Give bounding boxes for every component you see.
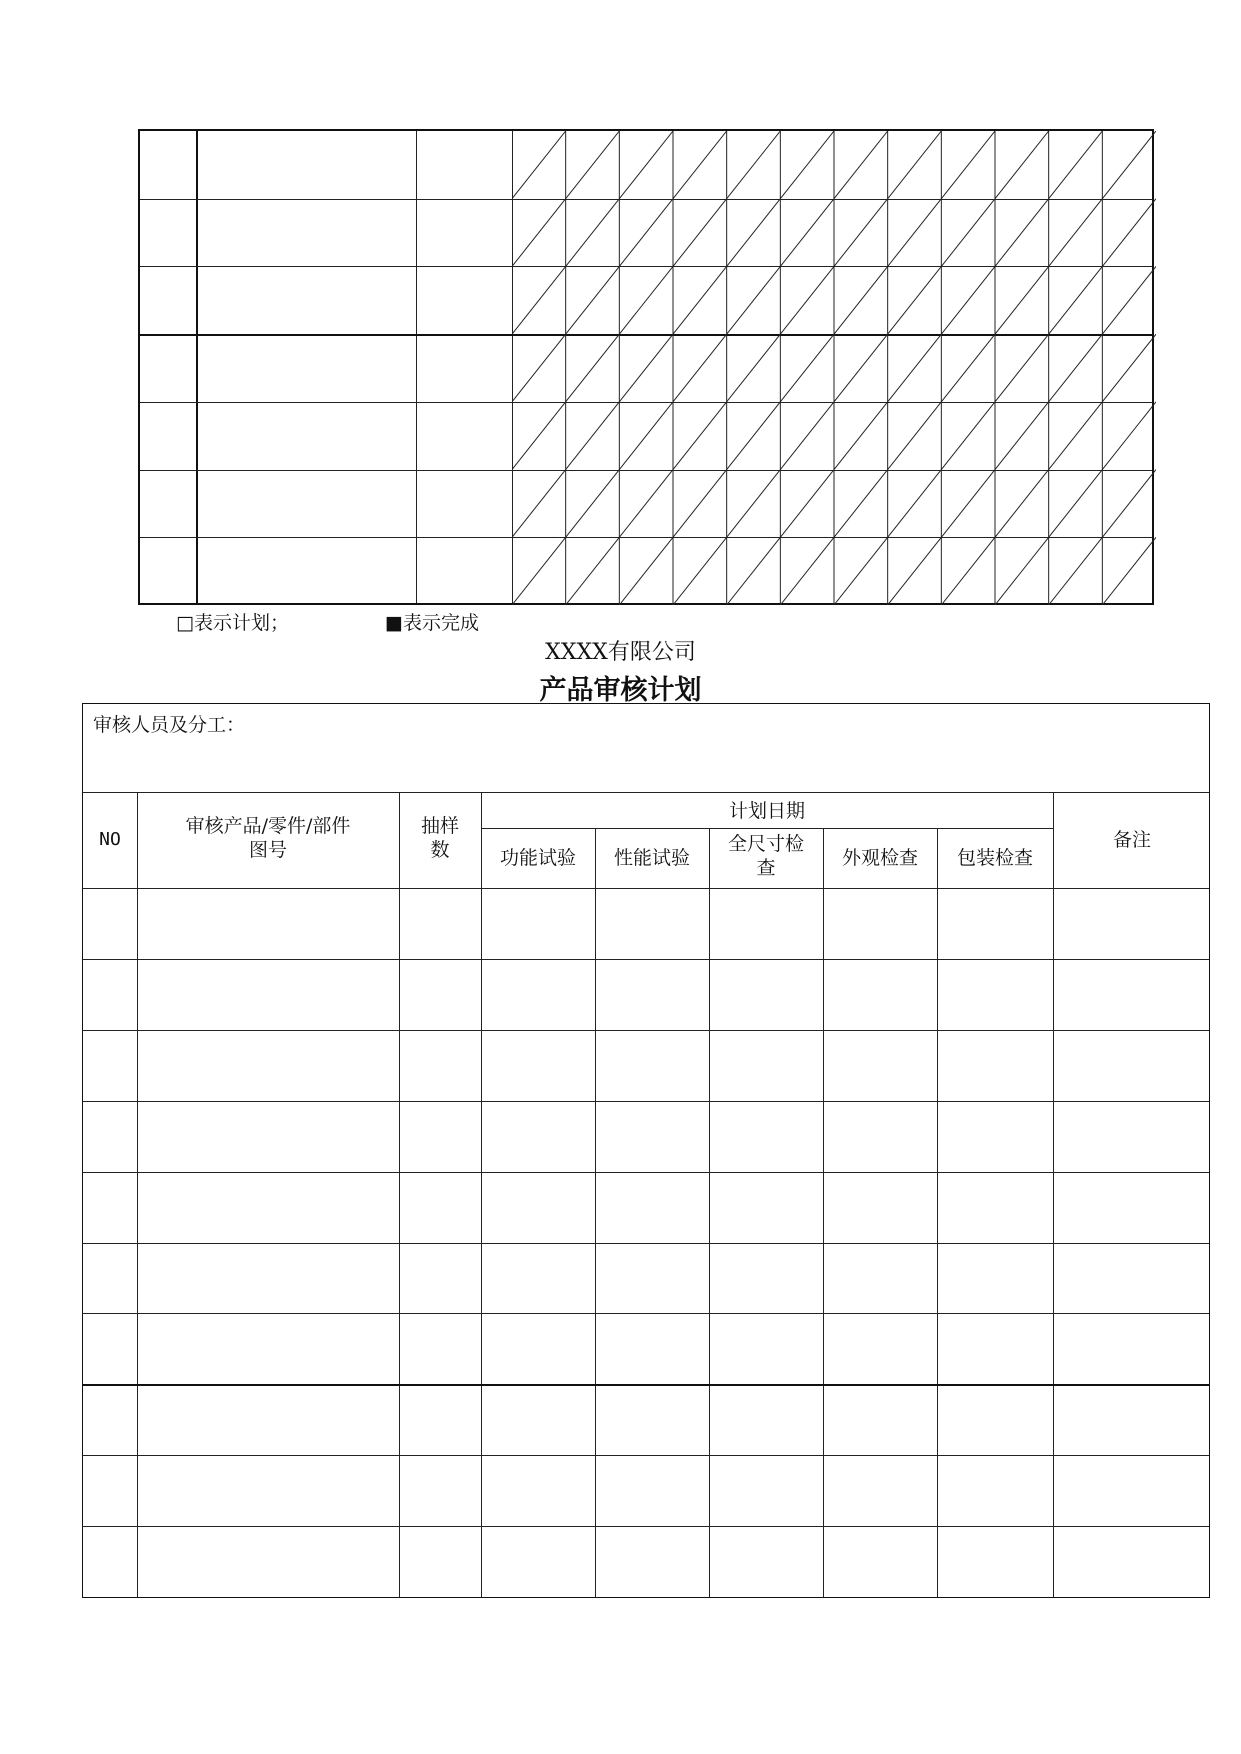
grid-cell-diagonal — [619, 266, 673, 334]
table-divider — [399, 792, 400, 1597]
header-remarks: 备注 — [1112, 829, 1151, 851]
grid-cell-diagonal — [1102, 199, 1156, 267]
grid-cell-diagonal — [727, 266, 781, 334]
grid-cell-diagonal — [566, 131, 620, 199]
header-sample-line1: 抽样 — [420, 815, 459, 837]
grid-cell-diagonal — [995, 131, 1049, 199]
header-test-performance: 性能试验 — [613, 847, 690, 869]
table-row-line — [83, 1313, 1209, 1314]
grid-cell-diagonal — [888, 537, 942, 605]
grid-cell-diagonal — [834, 334, 888, 402]
grid-cell-diagonal — [834, 131, 888, 199]
diagonal-grid — [512, 131, 1156, 605]
header-product — [137, 814, 399, 862]
grid-cell-diagonal — [780, 537, 834, 605]
grid-cell-diagonal — [780, 470, 834, 538]
grid-cell-diagonal — [941, 266, 995, 334]
grid-cell-diagonal — [512, 334, 566, 402]
header-product-line1: 审核产品/零件/部件 — [185, 815, 351, 837]
header-test3-line2: 查 — [756, 857, 776, 879]
grid-cell-diagonal — [673, 402, 727, 470]
grid-cell-diagonal — [566, 266, 620, 334]
grid-cell-diagonal — [1102, 131, 1156, 199]
grid-cell-diagonal — [834, 266, 888, 334]
plan-grid — [138, 129, 1154, 605]
grid-cell-diagonal — [834, 470, 888, 538]
grid-cell-diagonal — [888, 266, 942, 334]
page-title: 产品审核计划 — [539, 675, 702, 706]
grid-cell-diagonal — [941, 402, 995, 470]
grid-cell-diagonal — [834, 537, 888, 605]
staff-assignment-label: 审核人员及分工： — [93, 714, 246, 736]
grid-cell-diagonal — [1102, 334, 1156, 402]
grid-cell-diagonal — [995, 470, 1049, 538]
grid-cell-diagonal — [1049, 334, 1103, 402]
grid-cell-diagonal — [1049, 537, 1103, 605]
grid-cell-diagonal — [995, 266, 1049, 334]
grid-cell-diagonal — [995, 537, 1049, 605]
table-divider — [595, 828, 596, 1597]
table-row-line — [83, 1243, 1209, 1244]
grid-cell-diagonal — [1102, 537, 1156, 605]
grid-cell-diagonal — [995, 199, 1049, 267]
header-product-line2: 图号 — [248, 839, 287, 861]
grid-cell-diagonal — [941, 199, 995, 267]
grid-divider — [416, 131, 417, 603]
table-divider — [709, 828, 710, 1597]
grid-cell-diagonal — [995, 334, 1049, 402]
header-sample-size — [399, 814, 481, 862]
table-row-line — [83, 1384, 1209, 1386]
header-test-function: 功能试验 — [499, 847, 576, 869]
table-row-line — [83, 1030, 1209, 1031]
grid-cell-diagonal — [566, 470, 620, 538]
grid-cell-diagonal — [780, 334, 834, 402]
company-name: XXXX有限公司 — [545, 640, 696, 665]
grid-cell-diagonal — [1102, 470, 1156, 538]
header-no: NO — [99, 829, 121, 850]
grid-cell-diagonal — [673, 266, 727, 334]
table-row-line — [83, 959, 1209, 960]
grid-cell-diagonal — [941, 470, 995, 538]
grid-cell-diagonal — [780, 131, 834, 199]
header-plan-date: 计划日期 — [728, 800, 805, 822]
header-test-packaging: 包装检查 — [956, 847, 1033, 869]
table-row-line — [83, 1455, 1209, 1456]
grid-cell-diagonal — [941, 131, 995, 199]
grid-cell-diagonal — [673, 470, 727, 538]
grid-cell-diagonal — [512, 266, 566, 334]
grid-cell-diagonal — [1049, 266, 1103, 334]
table-divider — [481, 828, 1053, 829]
grid-cell-diagonal — [1049, 402, 1103, 470]
grid-cell-diagonal — [619, 470, 673, 538]
grid-cell-diagonal — [673, 334, 727, 402]
grid-cell-diagonal — [1049, 470, 1103, 538]
grid-cell-diagonal — [673, 537, 727, 605]
grid-cell-diagonal — [1102, 402, 1156, 470]
legend-plan: □表示计划； — [176, 612, 289, 634]
header-sample-line2: 数 — [430, 839, 450, 861]
grid-cell-diagonal — [1102, 266, 1156, 334]
grid-cell-diagonal — [512, 470, 566, 538]
grid-cell-diagonal — [888, 402, 942, 470]
grid-cell-diagonal — [888, 199, 942, 267]
table-divider — [481, 792, 482, 1597]
legend-done: ■表示完成 — [385, 612, 479, 634]
grid-cell-diagonal — [566, 199, 620, 267]
audit-plan-table — [82, 703, 1210, 1598]
grid-cell-diagonal — [619, 131, 673, 199]
grid-cell-diagonal — [727, 402, 781, 470]
grid-cell-diagonal — [834, 199, 888, 267]
table-row-line — [83, 1526, 1209, 1527]
header-test-appearance: 外观检查 — [841, 847, 918, 869]
grid-cell-diagonal — [888, 470, 942, 538]
grid-cell-diagonal — [780, 402, 834, 470]
grid-cell-diagonal — [673, 199, 727, 267]
grid-cell-diagonal — [888, 334, 942, 402]
header-test-full-dimension — [709, 832, 823, 880]
table-divider — [1053, 792, 1054, 1597]
grid-cell-diagonal — [727, 537, 781, 605]
grid-cell-diagonal — [619, 402, 673, 470]
grid-cell-diagonal — [727, 334, 781, 402]
grid-cell-diagonal — [566, 334, 620, 402]
grid-divider — [196, 131, 198, 603]
table-row-line — [83, 1101, 1209, 1102]
table-divider — [83, 888, 1209, 889]
grid-cell-diagonal — [619, 537, 673, 605]
grid-cell-diagonal — [619, 199, 673, 267]
grid-cell-diagonal — [512, 402, 566, 470]
table-divider — [823, 828, 824, 1597]
grid-cell-diagonal — [727, 199, 781, 267]
grid-cell-diagonal — [512, 131, 566, 199]
grid-cell-diagonal — [566, 402, 620, 470]
grid-cell-diagonal — [619, 334, 673, 402]
grid-cell-diagonal — [780, 199, 834, 267]
grid-cell-diagonal — [995, 402, 1049, 470]
table-row-line — [83, 1172, 1209, 1173]
table-divider — [937, 828, 938, 1597]
grid-cell-diagonal — [1049, 199, 1103, 267]
grid-cell-diagonal — [512, 537, 566, 605]
grid-cell-diagonal — [512, 199, 566, 267]
grid-cell-diagonal — [727, 131, 781, 199]
grid-cell-diagonal — [888, 131, 942, 199]
grid-cell-diagonal — [1049, 131, 1103, 199]
table-divider — [83, 792, 1209, 793]
grid-cell-diagonal — [673, 131, 727, 199]
table-divider — [137, 792, 138, 1597]
grid-cell-diagonal — [941, 334, 995, 402]
grid-cell-diagonal — [780, 266, 834, 334]
grid-cell-diagonal — [566, 537, 620, 605]
grid-cell-diagonal — [727, 470, 781, 538]
grid-cell-diagonal — [941, 537, 995, 605]
header-test3-line1: 全尺寸检 — [727, 833, 804, 855]
grid-cell-diagonal — [834, 402, 888, 470]
